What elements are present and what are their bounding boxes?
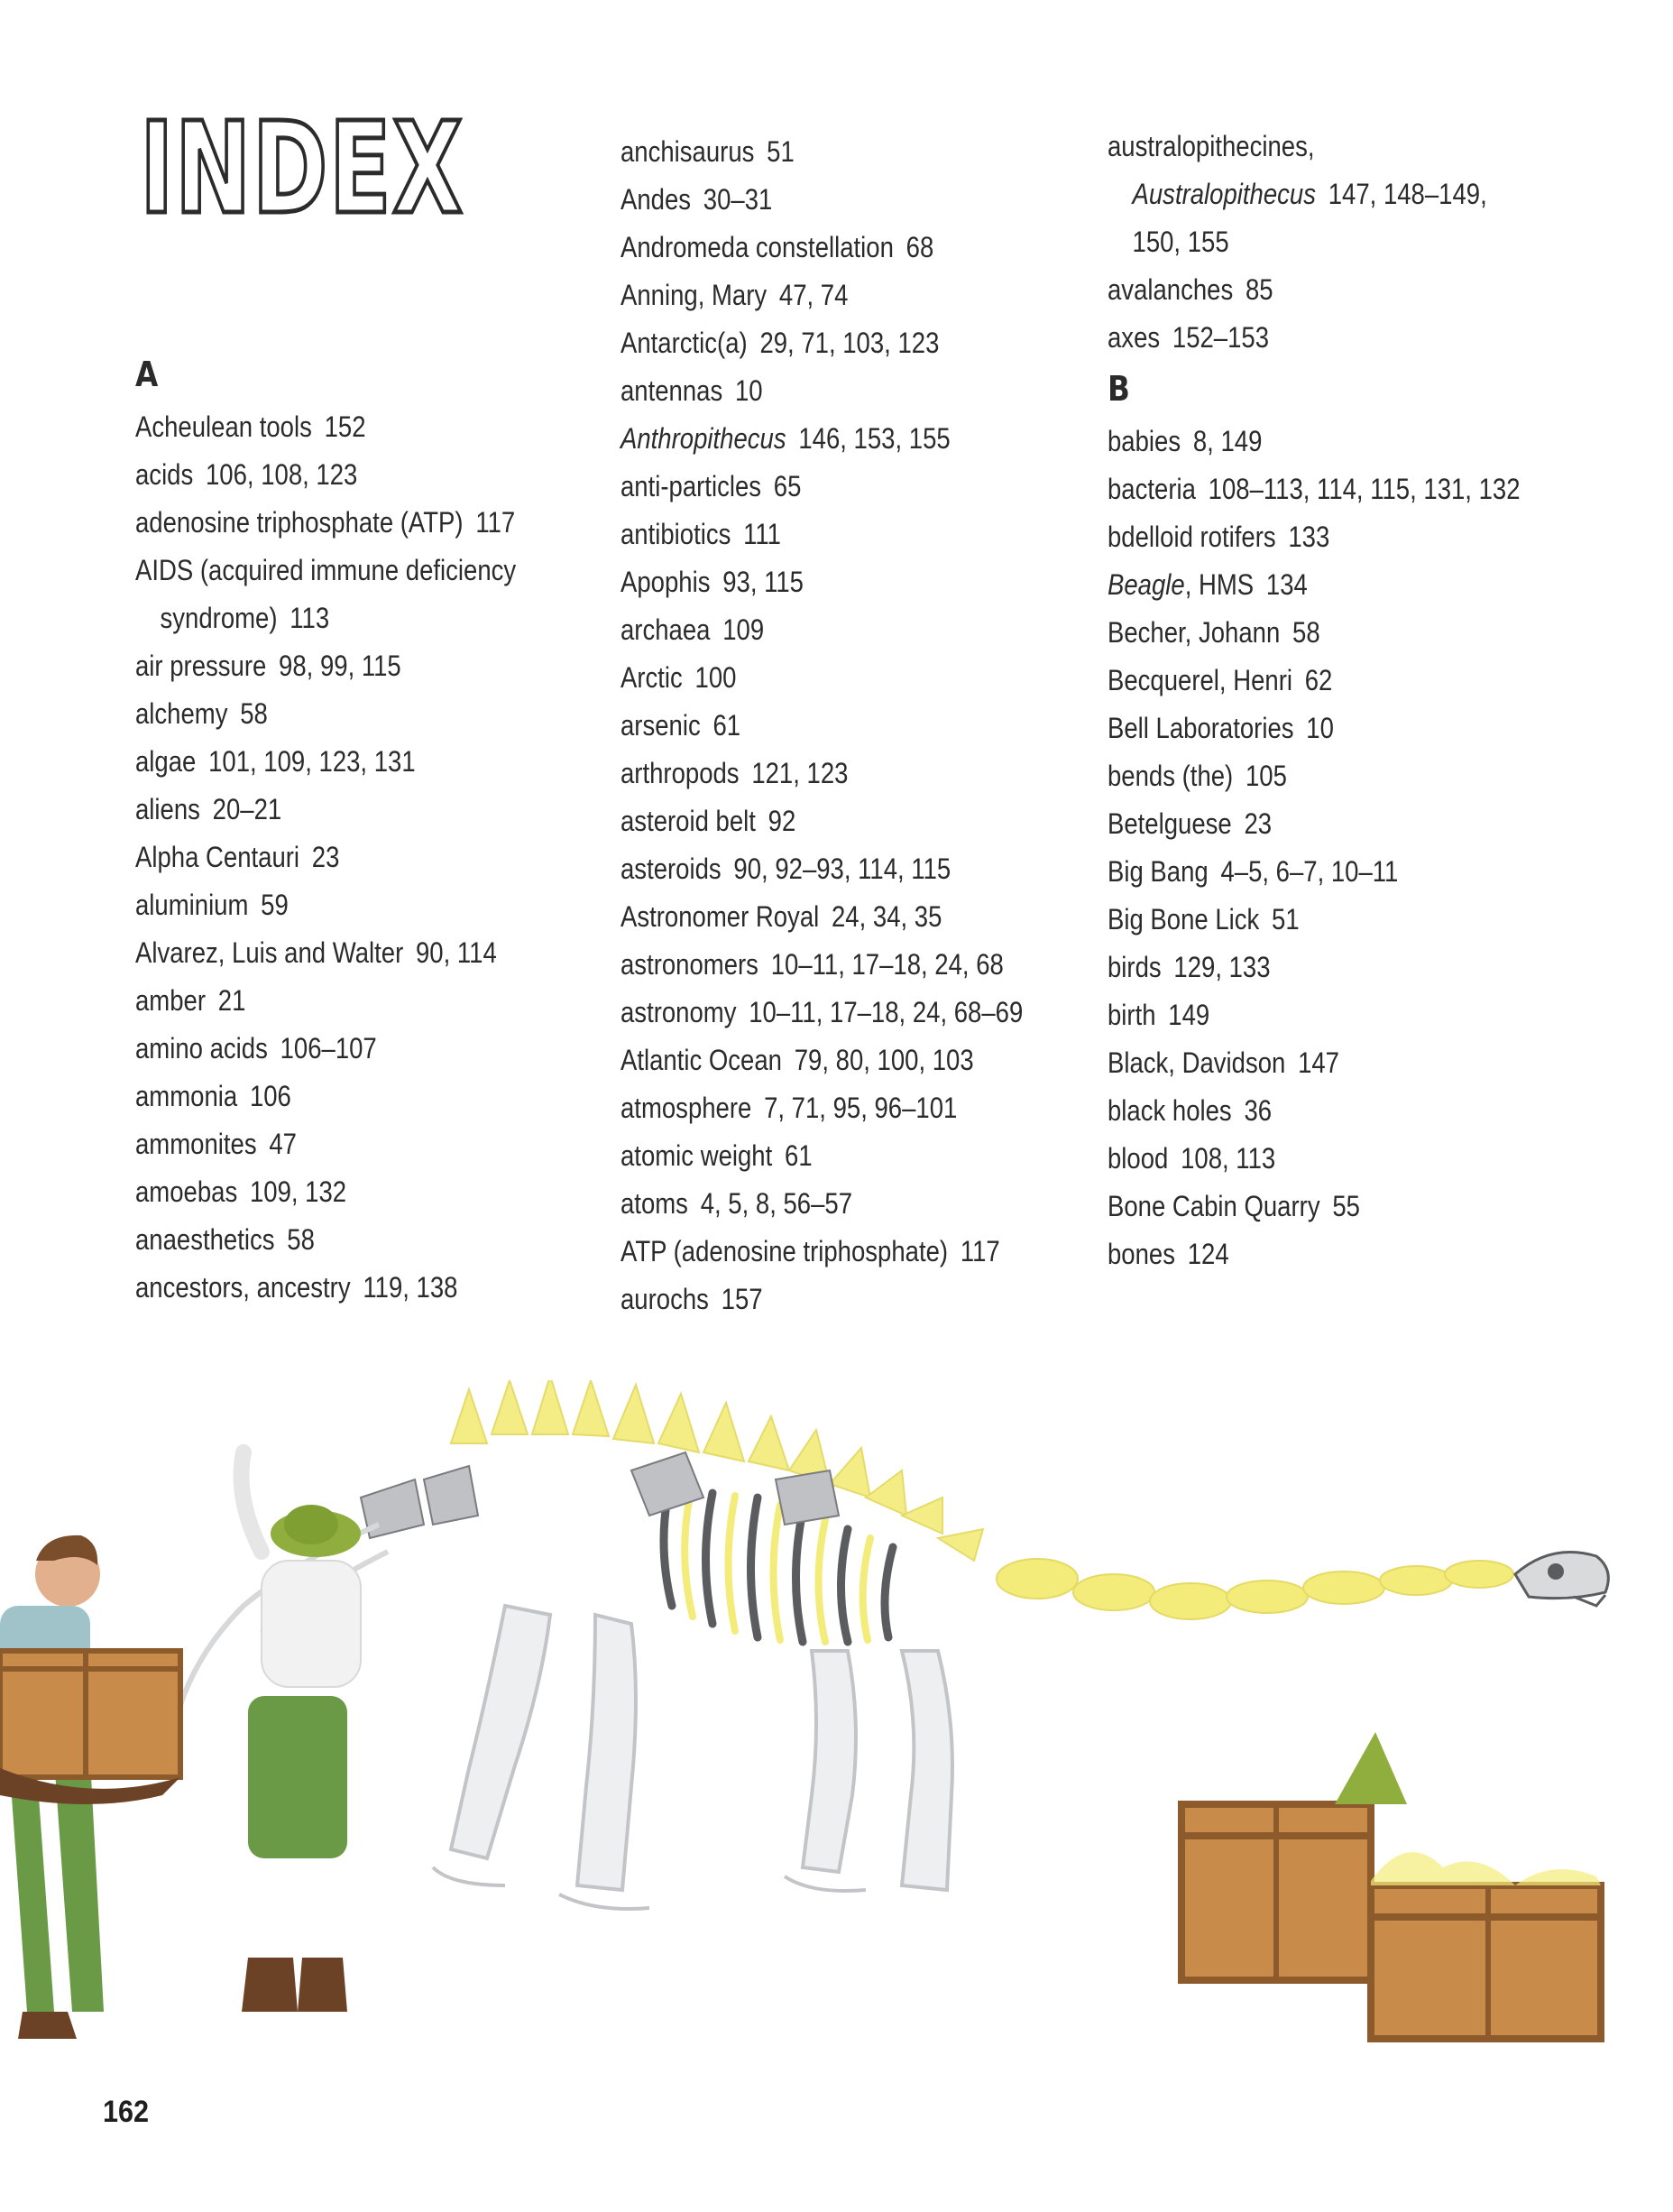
section-letter: B	[1108, 369, 1130, 409]
index-pages: 109, 132	[249, 1175, 347, 1208]
index-pages: 109	[722, 613, 765, 646]
index-entry	[135, 834, 570, 881]
index-entry	[1108, 991, 1542, 1039]
index-entry	[620, 367, 1055, 415]
index-term: Andes	[620, 183, 692, 216]
index-entry	[620, 893, 1055, 941]
index-entry	[135, 929, 570, 977]
index-term: Alvarez, Luis and Walter	[135, 936, 404, 969]
index-term: antennas	[620, 374, 723, 407]
index-pages: 4–5, 6–7, 10–11	[1220, 855, 1399, 888]
index-pages: 59	[261, 889, 289, 921]
index-term: Alpha Centauri	[135, 841, 300, 873]
index-pages: 23	[1244, 807, 1273, 840]
index-pages: 152	[324, 410, 366, 443]
index-term: antibiotics	[620, 518, 731, 550]
index-entry	[620, 224, 1055, 272]
index-entry	[135, 1073, 570, 1120]
index-term: algae	[135, 745, 197, 778]
section-letter: A	[135, 355, 159, 394]
index-term: alchemy	[135, 697, 228, 730]
index-pages: 61	[712, 709, 741, 742]
index-entry	[620, 845, 1055, 893]
index-pages: 133	[1288, 521, 1330, 553]
index-entry	[1108, 896, 1542, 944]
index-pages: 51	[1272, 903, 1300, 935]
index-entry	[135, 881, 570, 929]
index-term: astronomy	[620, 996, 737, 1028]
index-entry	[620, 176, 1055, 224]
index-entry	[620, 606, 1055, 654]
index-entry	[620, 1132, 1055, 1180]
index-entry	[620, 1276, 1055, 1323]
index-entry	[1108, 418, 1542, 465]
index-entry	[135, 642, 570, 690]
index-entry	[1108, 1039, 1542, 1087]
index-pages: 121, 123	[751, 757, 849, 789]
skeleton-spine	[451, 1380, 983, 1561]
index-term: bdelloid rotifers	[1108, 521, 1276, 553]
index-term: Atlantic Ocean	[620, 1044, 782, 1076]
index-entry	[620, 797, 1055, 845]
index-term: ammonites	[135, 1128, 257, 1160]
index-pages: 62	[1304, 664, 1333, 696]
index-term: Beagle	[1108, 568, 1185, 601]
index-entry	[1108, 848, 1542, 896]
index-pages: 7, 71, 95, 96–101	[764, 1092, 958, 1124]
index-term: birds	[1108, 951, 1162, 983]
worker-carrying-crate	[0, 1535, 180, 2039]
index-entry	[135, 1264, 570, 1312]
index-term: birth	[1108, 999, 1156, 1031]
index-entry	[135, 1216, 570, 1264]
index-pages: 100	[694, 661, 737, 694]
index-pages: 92	[768, 805, 796, 837]
index-pages: 124	[1187, 1238, 1229, 1270]
index-pages: 30–31	[703, 183, 773, 216]
index-term: Anning, Mary	[620, 279, 768, 311]
index-pages: 23	[311, 841, 340, 873]
index-pages: 105	[1245, 760, 1287, 792]
index-term: amino acids	[135, 1032, 268, 1065]
index-term: ammonia	[135, 1080, 238, 1112]
index-entry	[620, 1084, 1055, 1132]
index-term: AIDS (acquired immune deficiency syndrome)	[135, 554, 517, 634]
index-term: anti-particles	[620, 470, 762, 502]
index-term: Andromeda constellation	[620, 231, 894, 263]
index-term: atomic weight	[620, 1139, 773, 1172]
index-term: Becher, Johann	[1108, 616, 1281, 649]
index-term: Bell Laboratories	[1108, 712, 1294, 744]
index-term: Bone Cabin Quarry	[1108, 1190, 1320, 1222]
index-term: Big Bang	[1108, 855, 1209, 888]
skeleton-legs	[433, 1606, 952, 1909]
index-term: arsenic	[620, 709, 701, 742]
index-pages: 108, 113	[1181, 1142, 1276, 1175]
index-pages: 152–153	[1172, 321, 1270, 354]
index-term: amoebas	[135, 1175, 238, 1208]
index-pages: 157	[721, 1283, 763, 1315]
index-entry	[1108, 609, 1542, 657]
index-pages: 65	[773, 470, 802, 502]
index-pages: 68	[905, 231, 934, 263]
index-pages: 21	[217, 984, 246, 1017]
index-term: Acheulean tools	[135, 410, 312, 443]
index-pages: 129, 133	[1173, 951, 1271, 983]
index-term: acids	[135, 458, 194, 491]
index-term: air pressure	[135, 650, 267, 682]
index-term: ancestors, ancestry	[135, 1271, 351, 1304]
index-column-1	[135, 347, 570, 1312]
index-entry	[620, 558, 1055, 606]
index-entry	[135, 977, 570, 1025]
index-pages: 36	[1244, 1094, 1273, 1127]
skeleton-skull	[1515, 1553, 1608, 1607]
worker-with-hat	[242, 1452, 362, 2012]
index-pages: 146, 153, 155	[798, 422, 951, 455]
index-pages: 58	[287, 1223, 315, 1256]
index-entry	[620, 750, 1055, 797]
index-term: ATP (adenosine triphosphate)	[620, 1235, 949, 1267]
index-entry	[1108, 1183, 1542, 1230]
index-entry	[1108, 800, 1542, 848]
index-term: anchisaurus	[620, 135, 755, 168]
index-pages: 47	[269, 1128, 297, 1160]
index-term: Betelguese	[1108, 807, 1232, 840]
index-entry	[620, 989, 1055, 1037]
index-pages: 10–11, 17–18, 24, 68–69	[749, 996, 1024, 1028]
dinosaur-skeleton-illustration	[0, 1380, 1673, 2066]
index-term: atmosphere	[620, 1092, 752, 1124]
index-term: bends (the)	[1108, 760, 1234, 792]
index-entry	[1108, 657, 1542, 705]
index-pages: 134	[1265, 568, 1308, 601]
index-pages: 85	[1245, 273, 1273, 306]
index-column-3	[1108, 123, 1542, 1278]
index-term: aurochs	[620, 1283, 709, 1315]
index-pages: 111	[743, 518, 781, 550]
index-pages: 119, 138	[363, 1271, 458, 1304]
index-term: Becquerel, Henri	[1108, 664, 1292, 696]
index-pages: 79, 80, 100, 103	[794, 1044, 974, 1076]
index-pages: 29, 71, 103, 123	[759, 327, 940, 359]
index-term: Astronomer Royal	[620, 900, 820, 933]
index-pages: 47, 74	[778, 279, 849, 311]
index-entry	[1108, 1135, 1542, 1183]
index-pages: 117	[960, 1235, 1000, 1267]
index-pages: 8, 149	[1192, 425, 1263, 457]
index-pages: 58	[240, 697, 268, 730]
index-term: aluminium	[135, 889, 249, 921]
index-entry	[135, 1168, 570, 1216]
index-pages: 106	[249, 1080, 291, 1112]
index-entry	[135, 690, 570, 738]
index-entry	[1108, 465, 1542, 513]
index-pages: 101, 109, 123, 131	[208, 745, 416, 778]
index-pages: 58	[1292, 616, 1320, 649]
index-entry	[1108, 513, 1542, 561]
index-entry	[620, 463, 1055, 511]
page-number: 162	[103, 2095, 150, 2129]
index-term: amber	[135, 984, 207, 1017]
index-entry	[620, 415, 1055, 463]
index-entry	[620, 1228, 1055, 1276]
index-entry	[1108, 1087, 1542, 1135]
index-term: Black, Davidson	[1108, 1046, 1286, 1079]
index-entry	[135, 547, 570, 642]
index-term: astronomers	[620, 948, 758, 981]
skeleton-neck	[997, 1559, 1513, 1619]
index-pages: 10	[734, 374, 763, 407]
index-pages: 108–113, 114, 115, 131, 132	[1208, 473, 1521, 505]
index-pages: 149	[1168, 999, 1210, 1031]
index-term: axes	[1108, 321, 1161, 354]
index-term: anaesthetics	[135, 1223, 275, 1256]
index-entry	[135, 403, 570, 451]
index-pages: 106–107	[280, 1032, 377, 1065]
index-entry	[1108, 561, 1542, 609]
index-pages: 90, 114	[415, 936, 497, 969]
index-pages: 98, 99, 115	[279, 650, 401, 682]
index-term: bones	[1108, 1238, 1175, 1270]
index-entry	[620, 511, 1055, 558]
index-term: australopithecines,	[1108, 130, 1315, 162]
crates-stack	[1181, 1732, 1601, 2039]
index-entry	[1108, 944, 1542, 991]
index-term: Arctic	[620, 661, 683, 694]
index-term: asteroid belt	[620, 805, 756, 837]
index-entry	[620, 1037, 1055, 1084]
index-pages: 113	[290, 602, 330, 634]
index-pages: 61	[785, 1139, 813, 1172]
index-entry	[620, 1180, 1055, 1228]
index-term: aliens	[135, 793, 200, 825]
index-entry	[135, 451, 570, 499]
index-entry	[135, 1120, 570, 1168]
index-pages: 55	[1332, 1190, 1360, 1222]
index-term: babies	[1108, 425, 1181, 457]
index-entry	[135, 738, 570, 786]
index-pages: 147	[1298, 1046, 1339, 1079]
index-entry	[620, 272, 1055, 319]
index-pages: 51	[767, 135, 795, 168]
index-entry	[620, 128, 1055, 176]
index-term: archaea	[620, 613, 711, 646]
index-pages: 10	[1306, 712, 1334, 744]
index-pages: 93, 115	[722, 566, 804, 598]
index-term: atoms	[620, 1187, 688, 1220]
index-entry	[135, 786, 570, 834]
index-entry	[1108, 705, 1542, 752]
index-pages: 117	[475, 506, 516, 539]
index-column-2	[620, 128, 1055, 1323]
index-pages: 90, 92–93, 114, 115	[733, 853, 951, 885]
index-entry	[135, 499, 570, 547]
index-term-suffix: , HMS	[1184, 568, 1255, 601]
index-term: blood	[1108, 1142, 1169, 1175]
index-entry	[1108, 314, 1542, 362]
index-entry	[1108, 266, 1542, 314]
index-entry	[1108, 752, 1542, 800]
index-pages: 24, 34, 35	[832, 900, 942, 933]
index-pages: 10–11, 17–18, 24, 68	[770, 948, 1004, 981]
index-entry	[620, 319, 1055, 367]
index-term: bacteria	[1108, 473, 1196, 505]
index-pages: 147, 148–149, 150, 155	[1132, 178, 1487, 258]
index-term: avalanches	[1108, 273, 1234, 306]
index-entry	[1108, 123, 1542, 266]
index-pages: 106, 108, 123	[206, 458, 358, 491]
index-term: Big Bone Lick	[1108, 903, 1260, 935]
index-entry	[1108, 1230, 1542, 1278]
index-term: asteroids	[620, 853, 722, 885]
index-subterm: Australopithecus	[1132, 178, 1316, 210]
index-entry	[135, 1025, 570, 1073]
index-term: adenosine triphosphate (ATP)	[135, 506, 464, 539]
index-term: Anthropithecus	[620, 422, 786, 455]
index-entry	[620, 702, 1055, 750]
index-pages: 4, 5, 8, 56–57	[700, 1187, 853, 1220]
index-term: black holes	[1108, 1094, 1232, 1127]
page-title: INDEX	[140, 96, 464, 243]
index-entry	[620, 941, 1055, 989]
index-entry	[620, 654, 1055, 702]
index-term: arthropods	[620, 757, 740, 789]
index-pages: 20–21	[212, 793, 282, 825]
index-term: Antarctic(a)	[620, 327, 748, 359]
index-term: Apophis	[620, 566, 711, 598]
